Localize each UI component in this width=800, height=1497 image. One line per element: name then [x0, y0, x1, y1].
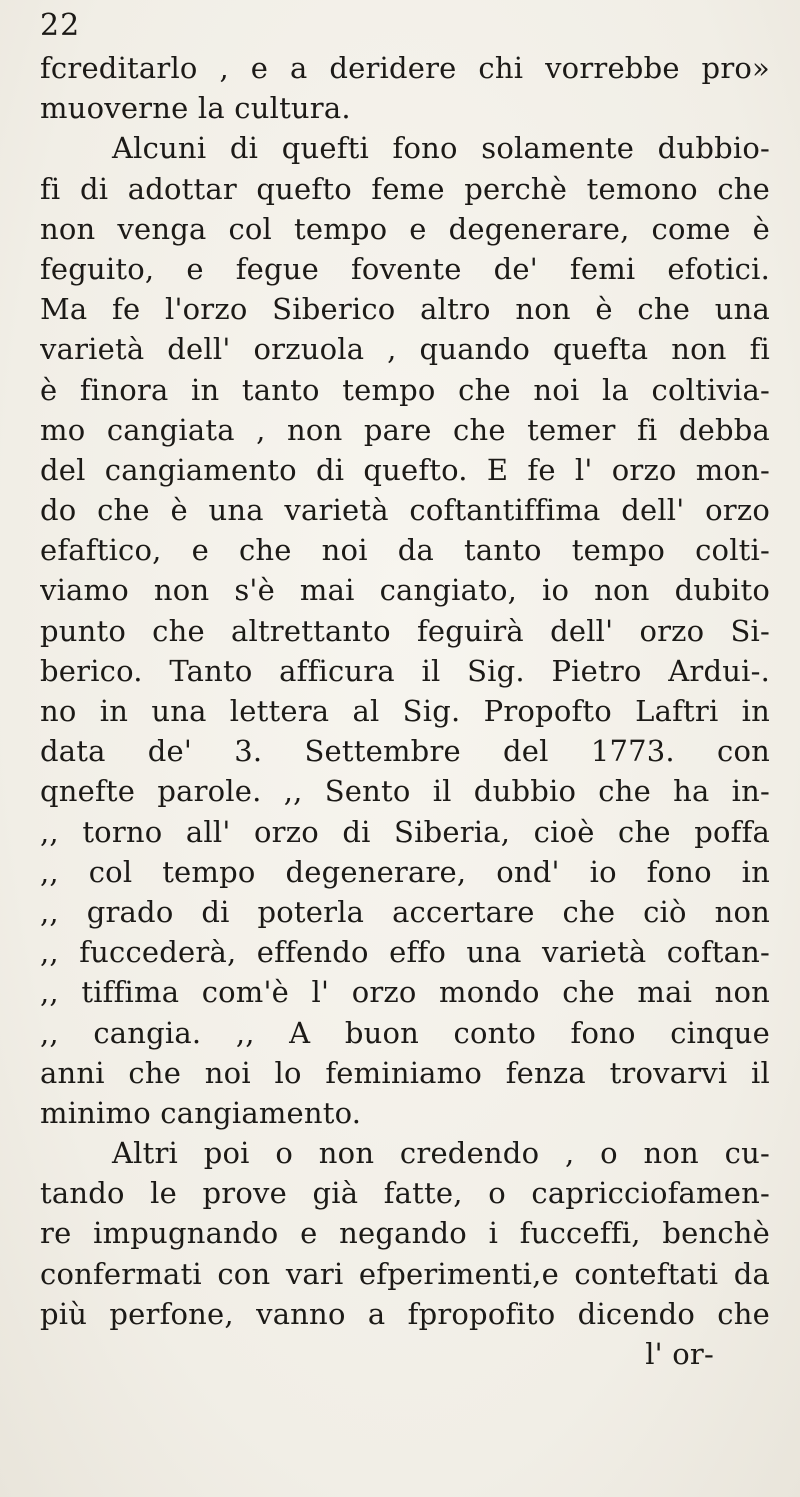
- text-line: fcreditarlo , e a deridere chi vorrebbe pro»: [40, 51, 770, 85]
- text-line: ,, cangia. ,, A buon conto fono cinque: [40, 1015, 770, 1050]
- text-line: data de' 3. Settembre del 1773. con: [40, 734, 770, 769]
- text-line: ,, tiffima com'è l' orzo mondo che mai non: [40, 975, 770, 1010]
- text-line: tando le prove già fatte, o capricciofamen-: [40, 1176, 770, 1211]
- text-line: punto che altrettanto feguirà dell' orzo Si-: [40, 613, 770, 648]
- text-line: Alcuni di quefti fono solamente dubbio-: [112, 131, 770, 166]
- page-number: 22: [40, 8, 81, 43]
- text-line: mo cangiata , non pare che temer fi debba: [40, 412, 770, 447]
- text-line: confermati con vari efperimenti,e conteftati da: [40, 1256, 770, 1291]
- text-line: non venga col tempo e degenerare, come è: [40, 211, 770, 246]
- catchword: l' or-: [645, 1337, 714, 1371]
- text-line: do che è una varietà coftantiffima dell' orzo: [40, 493, 770, 528]
- text-line: ,, fuccederà, effendo effo una varietà coftan-: [40, 935, 770, 970]
- text-line: minimo cangiamento.: [40, 1095, 362, 1130]
- text-line: più perfone, vanno a fpropofito dicendo che: [40, 1296, 770, 1331]
- text-line: feguito, e fegue fovente de' femi efotici.: [40, 251, 770, 286]
- text-line: re impugnando e negando i fucceffi, benchè: [40, 1216, 770, 1251]
- text-line: è finora in tanto tempo che noi la coltivia-: [40, 372, 770, 407]
- text-line: del cangiamento di quefto. E fe l' orzo mon-: [40, 452, 770, 487]
- text-line: Altri poi o non credendo , o non cu-: [112, 1136, 770, 1171]
- text-line: ,, grado di poterla accertare che ciò non: [40, 894, 770, 929]
- text-line: berico. Tanto afficura il Sig. Pietro Ardui-.: [40, 653, 770, 688]
- text-line: fi di adottar quefto feme perchè temono che: [40, 171, 770, 206]
- text-line: ,, torno all' orzo di Siberia, cioè che poffa: [40, 814, 770, 849]
- body-text: [40, 48, 770, 1374]
- text-line: anni che noi lo feminiamo fenza trovarvi il: [40, 1055, 770, 1090]
- text-line: muoverne la cultura.: [40, 91, 351, 126]
- text-line: qnefte parole. ,, Sento il dubbio che ha in-: [40, 774, 770, 809]
- text-line: no in una lettera al Sig. Propofto Laftri in: [40, 694, 770, 728]
- text-line: efaftico, e che noi da tanto tempo colti-: [40, 533, 770, 568]
- text-line: Ma fe l'orzo Siberico altro non è che una: [40, 292, 770, 327]
- text-line: varietà dell' orzuola , quando quefta non fi: [40, 332, 770, 367]
- text-line: ,, col tempo degenerare, ond' io fono in: [40, 854, 770, 889]
- text-line: viamo non s'è mai cangiato, io non dubito: [40, 573, 770, 608]
